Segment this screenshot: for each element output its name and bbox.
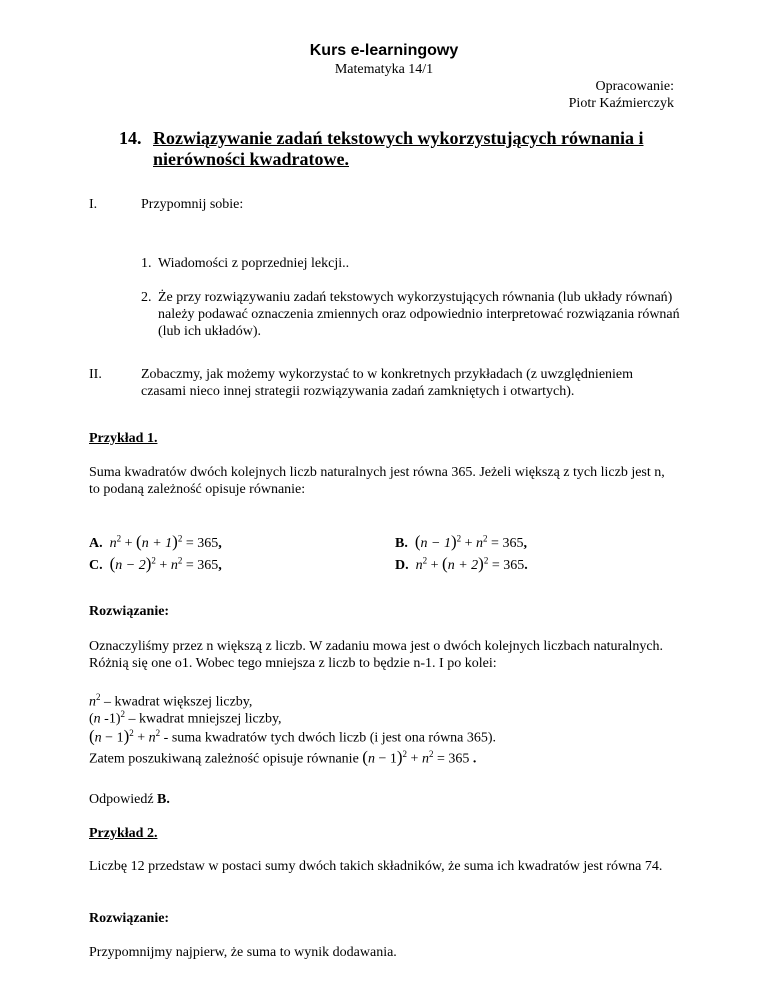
example-1-problem: Suma kwadratów dwóch kolejnych liczb naturalnych jest równa 365. Jeżeli większą z tych liczb jest n, to podaną zależność opisuje równanie: xyxy=(89,465,665,497)
answer-label: D. xyxy=(395,558,409,573)
math-term: n + 1 xyxy=(141,536,173,551)
solution-line-text: – kwadrat mniejszej liczby, xyxy=(128,711,282,727)
course-subtitle: Matematyka 14/1 xyxy=(334,62,434,77)
math-punct: , xyxy=(218,536,222,551)
solution-line-text: – kwadrat większej liczby, xyxy=(104,694,253,710)
course-title: Kurs e-learningowy xyxy=(309,42,459,59)
list-item-number: 2. xyxy=(141,290,152,305)
math-operator: + xyxy=(159,558,168,573)
list-item-text: Wiadomości z poprzedniej lekcji.. xyxy=(158,256,350,271)
answer-option-b: B. $(n - 1)^2 + n^2 = 365$, xyxy=(395,532,527,551)
answer-label: C. xyxy=(89,558,103,573)
solution-line-text: - suma kwadratów tych dwóch liczb (i jest ona równa 365). xyxy=(163,730,497,746)
math-result: = 365 xyxy=(491,558,525,573)
author-block xyxy=(569,78,674,112)
example-2-solution-text: Przypomnijmy najpierw, że suma to wynik dodawania. xyxy=(89,945,397,960)
example-2-problem: Liczbę 12 przedstaw w postaci sumy dwóch takich składników, że suma ich kwadratów jest równa 74. xyxy=(89,859,663,874)
list-item xyxy=(141,289,681,340)
math-term: n − 1 xyxy=(420,536,451,551)
math-term: n xyxy=(109,536,117,551)
math-operator: + xyxy=(124,536,133,551)
answer-text: Odpowiedź xyxy=(89,792,154,807)
math-term: n + 2 xyxy=(447,558,479,573)
answer-value: B. xyxy=(157,792,170,807)
section-1-intro: Przypomnij sobie: xyxy=(141,197,244,212)
math-result: = 365 xyxy=(185,558,219,573)
solution-line: (n -1)$^2$ – kwadrat mniejszej liczby, xyxy=(89,709,282,727)
math-term: n xyxy=(170,558,178,573)
answer-option-c: C. $(n - 2)^2 + n^2 = 365$, xyxy=(89,554,222,573)
author-label: Opracowanie: xyxy=(595,79,674,94)
example-1-heading: Przykład 1. xyxy=(89,431,158,446)
example-2-solution-heading: Rozwiązanie: xyxy=(89,911,170,926)
answer-option-d: D. $n^2 + (n + 2)^2 = 365$. xyxy=(395,554,528,573)
math-punct: , xyxy=(218,558,222,573)
math-punct: , xyxy=(523,536,527,551)
math-result: = 365 xyxy=(491,536,524,551)
math-operator: + xyxy=(464,536,473,551)
example-2-heading: Przykład 2. xyxy=(89,826,158,841)
section-1-numeral: I. xyxy=(89,197,98,212)
example-1-solution-heading: Rozwiązanie: xyxy=(89,604,170,619)
author-name: Piotr Kaźmierczyk xyxy=(568,96,674,111)
section-2-text: Zobaczmy, jak możemy wykorzystać to w konkretnych przykładach (z uwzględnieniem czasami nieco innej strategii rozwiązywania zadań zamkniętych i otwartych). xyxy=(141,367,634,399)
solution-line: $(n - 1)^2 + n^2$ - suma kwadratów tych dwóch liczb (i jest ona równa 365). xyxy=(89,726,497,746)
solution-line-text: Zatem poszukiwaną zależność opisuje równanie xyxy=(89,751,359,767)
answer-label: A. xyxy=(89,536,103,551)
math-result: = 365 xyxy=(185,536,219,551)
lesson-title-text: Rozwiązywanie zadań tekstowych wykorzystujących równania i nierówności kwadratowe. xyxy=(153,128,644,169)
solution-line: Zatem poszukiwaną zależność opisuje równanie $(n - 1)^2 + n^2 = 365$ . xyxy=(89,747,477,767)
example-1-answer xyxy=(89,791,679,808)
math-operator: + xyxy=(430,558,439,573)
list-item-number: 1. xyxy=(141,256,152,271)
math-term: n xyxy=(415,558,423,573)
lesson-number: 14. xyxy=(119,128,142,148)
solution-line: $n^2$ – kwadrat większej liczby, xyxy=(89,692,253,710)
math-term: n xyxy=(476,536,484,551)
math-punct: . xyxy=(524,558,528,573)
math-term: n − 2 xyxy=(115,558,146,573)
list-item-text: Że przy rozwiązywaniu zadań tekstowych wykorzystujących równania (lub układy równań) należy podawać oznaczenia zmiennych oraz odpowiednio interpretować rozwiązania równań (lub ich układów). xyxy=(158,290,680,339)
section-2-numeral: II. xyxy=(89,367,102,382)
example-1-solution-text: Oznaczyliśmy przez n większą z liczb. W zadaniu mowa jest o dwóch kolejnych liczbach naturalnych. Różnią się one o1. Wobec tego mniejsza z liczb to będzie n-1. I po kolei: xyxy=(89,639,664,671)
lesson-title xyxy=(119,128,679,170)
list-item xyxy=(141,255,681,272)
answer-option-a: A. $n^2 + (n + 1)^2 = 365$, xyxy=(89,532,222,551)
answer-label: B. xyxy=(395,536,408,551)
